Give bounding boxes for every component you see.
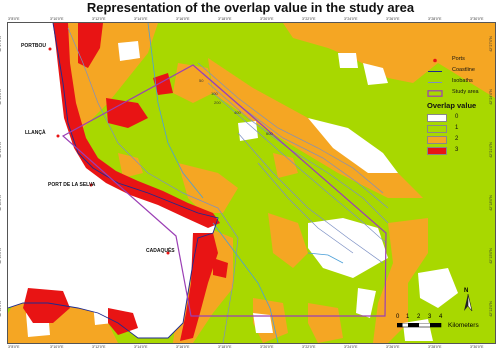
longitude-tick: 3°18'0"E — [218, 17, 232, 21]
overlap-label-3: 3 — [455, 147, 459, 153]
scale-tick: 1 — [406, 314, 410, 320]
scale-tick: 3 — [428, 314, 432, 320]
longitude-tick-bottom: 3°28'0"E — [428, 345, 442, 349]
longitude-tick: 3°14'0"E — [134, 17, 148, 21]
overlap-label-1: 1 — [455, 125, 459, 131]
longitude-tick: 3°12'0"E — [92, 17, 106, 21]
overlap-swatch-3 — [427, 147, 447, 155]
longitude-tick: 3°22'0"E — [302, 17, 316, 21]
longitude-tick: 3°20'0"E — [260, 17, 274, 21]
legend-label-ports: Ports — [452, 56, 465, 62]
longitude-tick-bottom: 3°8'0"E — [8, 345, 20, 349]
latitude-tick-right: 42°12'0"N — [488, 301, 493, 317]
legend-item-isobaths — [427, 77, 497, 88]
longitude-tick-bottom: 3°18'0"E — [218, 345, 232, 349]
longitude-tick-bottom: 3°30'0"E — [470, 345, 484, 349]
latitude-tick — [0, 36, 2, 52]
port-dot-icon — [427, 57, 443, 64]
north-arrow-icon — [458, 294, 478, 312]
legend-item-study-area — [427, 88, 497, 99]
longitude-tick-bottom: 3°14'0"E — [134, 345, 148, 349]
longitude-tick: 3°16'0"E — [176, 17, 190, 21]
longitude-tick-bottom: 3°12'0"E — [92, 345, 106, 349]
longitude-tick-bottom: 3°20'0"E — [260, 345, 274, 349]
latitude-tick — [0, 142, 2, 158]
latitude-tick — [0, 89, 2, 105]
map-title: Representation of the overlap value in the study area — [86, 0, 415, 15]
port-marker — [49, 48, 52, 51]
depth-label: 600 — [266, 131, 273, 136]
longitude-tick-bottom: 3°10'0"E — [50, 345, 64, 349]
scale-tick: 0 — [396, 314, 400, 320]
overlap-label-0: 0 — [455, 114, 459, 120]
depth-label: 50 — [199, 78, 204, 83]
legend-label-isobaths: Isobaths — [452, 78, 473, 84]
overlap-swatch-1 — [427, 125, 447, 133]
longitude-tick: 3°24'0"E — [344, 17, 358, 21]
north-arrow — [458, 288, 478, 312]
depth-label: 400 — [234, 110, 241, 115]
coastline-line-icon — [427, 68, 443, 75]
map-frame — [7, 22, 496, 344]
place-label-llanca: LLANÇÀ — [25, 130, 46, 136]
isobath-line-icon — [427, 79, 443, 86]
legend-label-coastline: Coastline — [452, 67, 475, 73]
latitude-tick — [0, 195, 2, 211]
longitude-tick-bottom: 3°22'0"E — [302, 345, 316, 349]
scale-unit: Kilometers — [448, 322, 479, 329]
scale-tick: 2 — [417, 314, 421, 320]
latitude-tick-right: 42°27'0"N — [488, 36, 493, 52]
longitude-tick-bottom: 3°26'0"E — [386, 345, 400, 349]
legend-overlap-3 — [427, 146, 497, 157]
longitude-tick-bottom: 3°16'0"E — [176, 345, 190, 349]
north-letter: N — [464, 288, 469, 294]
overlap-swatch-0 — [427, 114, 447, 122]
legend-label-study-area: Study area — [452, 89, 479, 95]
longitude-tick: 3°28'0"E — [428, 17, 442, 21]
place-label-port-de-la-selva: PORT DE LA SELVA — [48, 182, 96, 188]
longitude-tick: 3°10'0"E — [50, 17, 64, 21]
place-label-portbou: PORTBOU — [21, 43, 46, 49]
longitude-tick: 3°26'0"E — [386, 17, 400, 21]
latitude-tick-right: 42°15'0"N — [488, 248, 493, 264]
place-label-cadaques: CADAQUÉS — [146, 248, 175, 254]
scale-tick: 4 — [439, 314, 443, 320]
map-legend — [427, 55, 497, 157]
latitude-tick-right: 42°24'0"N — [488, 89, 493, 105]
depth-label: 100 — [211, 91, 218, 96]
legend-overlap-0 — [427, 113, 497, 124]
longitude-tick-bottom: 3°24'0"E — [344, 345, 358, 349]
longitude-tick: 3°30'0"E — [470, 17, 484, 21]
longitude-tick: 3°8'0"E — [8, 17, 20, 21]
port-marker — [57, 135, 60, 138]
legend-item-ports — [427, 55, 497, 66]
overlap-swatch-2 — [427, 136, 447, 144]
study-area-box-icon — [427, 90, 443, 97]
scale-bar — [393, 314, 497, 336]
overlap-label-2: 2 — [455, 136, 459, 142]
legend-overlap-title: Overlap value — [427, 101, 477, 110]
depth-label: 200 — [214, 100, 221, 105]
latitude-tick-right: 42°21'0"N — [488, 142, 493, 158]
legend-item-coastline — [427, 66, 497, 77]
legend-overlap-1 — [427, 124, 497, 135]
scale-bar-graphic — [397, 323, 449, 328]
latitude-tick-right: 42°18'0"N — [488, 195, 493, 211]
latitude-tick — [0, 248, 2, 264]
latitude-tick — [0, 301, 2, 317]
legend-overlap-2 — [427, 135, 497, 146]
